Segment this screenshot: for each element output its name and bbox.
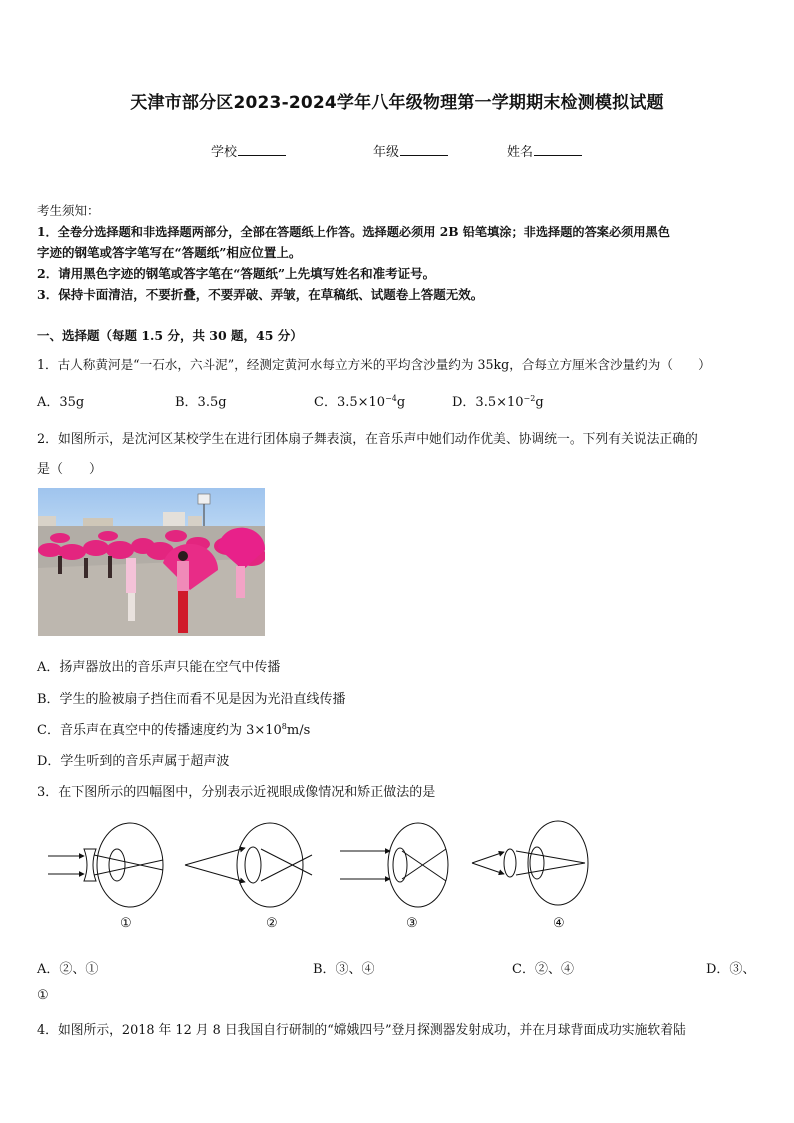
eye-diagrams <box>40 815 600 915</box>
fan-dance-photo <box>38 488 265 636</box>
eye-diagram-label-3: ③ <box>406 916 418 931</box>
school-label: 学校 <box>211 145 238 160</box>
school-field <box>211 141 286 160</box>
q2-option-c <box>37 719 310 738</box>
fan-dance-photo-art <box>38 488 265 636</box>
q2-option-c-base: C．音乐声在真空中的传播速度约为 3×10 <box>37 723 282 738</box>
notice-item-1-line-1: 1．全卷分选择题和非选择题两部分，全部在答题纸上作答。选择题必须用 2B 铅笔填涂；非选择题的答案必须用黑色 <box>37 225 670 239</box>
q1-option-d <box>452 391 544 410</box>
section-heading: 一、选择题（每题 1.5 分，共 30 题，45 分） <box>37 328 303 343</box>
q1-option-c-exp: −4 <box>385 394 397 403</box>
eye-diagram-label-2: ② <box>266 916 278 931</box>
q2-option-c-exp: 8 <box>281 722 287 731</box>
eye-diagram-1 <box>48 823 163 907</box>
q1-option-a: A．35g <box>37 395 85 410</box>
q1-stem: 1．古人称黄河是“一石水，六斗泥”，经测定黄河水每立方米的平均含沙量约为 35kg，合每立方厘米含沙量约为（ ） <box>37 357 711 372</box>
q1-option-c-base: C．3.5×10 <box>314 395 386 410</box>
grade-blank <box>400 143 448 156</box>
notice-item-1-line-2: 字迹的钢笔或答字笔写在“答题纸”相应位置上。 <box>37 245 302 260</box>
notice-heading: 考生须知： <box>37 203 100 218</box>
q1-option-b: B．3.5g <box>175 395 227 410</box>
notice-item-2: 2．请用黑色字迹的钢笔或答字笔在“答题纸”上先填写姓名和准考证号。 <box>37 266 436 281</box>
page-title: 天津市部分区2023-2024学年八年级物理第一学期期末检测模拟试题 <box>130 93 664 113</box>
q3-stem: 3．在下图所示的四幅图中，分别表示近视眼成像情况和矫正做法的是 <box>37 785 436 800</box>
name-field <box>507 141 582 160</box>
q2-option-c-unit: m/s <box>286 723 311 738</box>
q3-option-c: C．②、④ <box>512 962 574 977</box>
q2-stem-line-2: 是（ ） <box>37 462 103 477</box>
school-blank <box>238 143 286 156</box>
q2-option-d: D．学生听到的音乐声属于超声波 <box>37 754 230 769</box>
q1-option-d-exp: −2 <box>523 394 536 403</box>
q1-option-c-unit: g <box>396 395 406 410</box>
grade-label: 年级 <box>373 145 400 160</box>
name-blank <box>534 143 582 156</box>
q1-option-d-base: D．3.5×10 <box>452 395 524 410</box>
name-label: 姓名 <box>507 145 534 160</box>
eye-diagram-label-1: ① <box>120 916 132 931</box>
q3-option-d-line-1: D．③、 <box>706 962 756 977</box>
q3-option-d-line-2: ① <box>37 988 49 1003</box>
eye-diagram-4 <box>472 821 588 905</box>
eye-diagram-3 <box>340 823 448 907</box>
q1-option-d-unit: g <box>535 395 544 410</box>
q4-stem-line-1: 4．如图所示，2018 年 12 月 8 日我国自行研制的“嫦娥四号”登月探测器发射成功，并在月球背面成功实施软着陆 <box>37 1023 686 1038</box>
q2-option-b: B．学生的脸被扇子挡住而看不见是因为光沿直线传播 <box>37 692 346 707</box>
q2-stem-line-1: 2．如图所示，是沈河区某校学生在进行团体扇子舞表演，在音乐声中她们动作优美、协调统一。下列有关说法正确的 <box>37 432 698 447</box>
eye-diagram-2 <box>185 823 312 907</box>
grade-field <box>373 141 448 160</box>
eye-diagram-label-4: ④ <box>553 916 565 931</box>
q1-option-c <box>314 391 405 410</box>
q2-option-a: A．扬声器放出的音乐声只能在空气中传播 <box>37 660 281 675</box>
notice-item-3: 3．保持卡面清洁，不要折叠，不要弄破、弄皱，在草稿纸、试题卷上答题无效。 <box>37 287 484 302</box>
q3-option-a: A．②、① <box>37 962 99 977</box>
q3-option-b: B．③、④ <box>313 962 375 977</box>
